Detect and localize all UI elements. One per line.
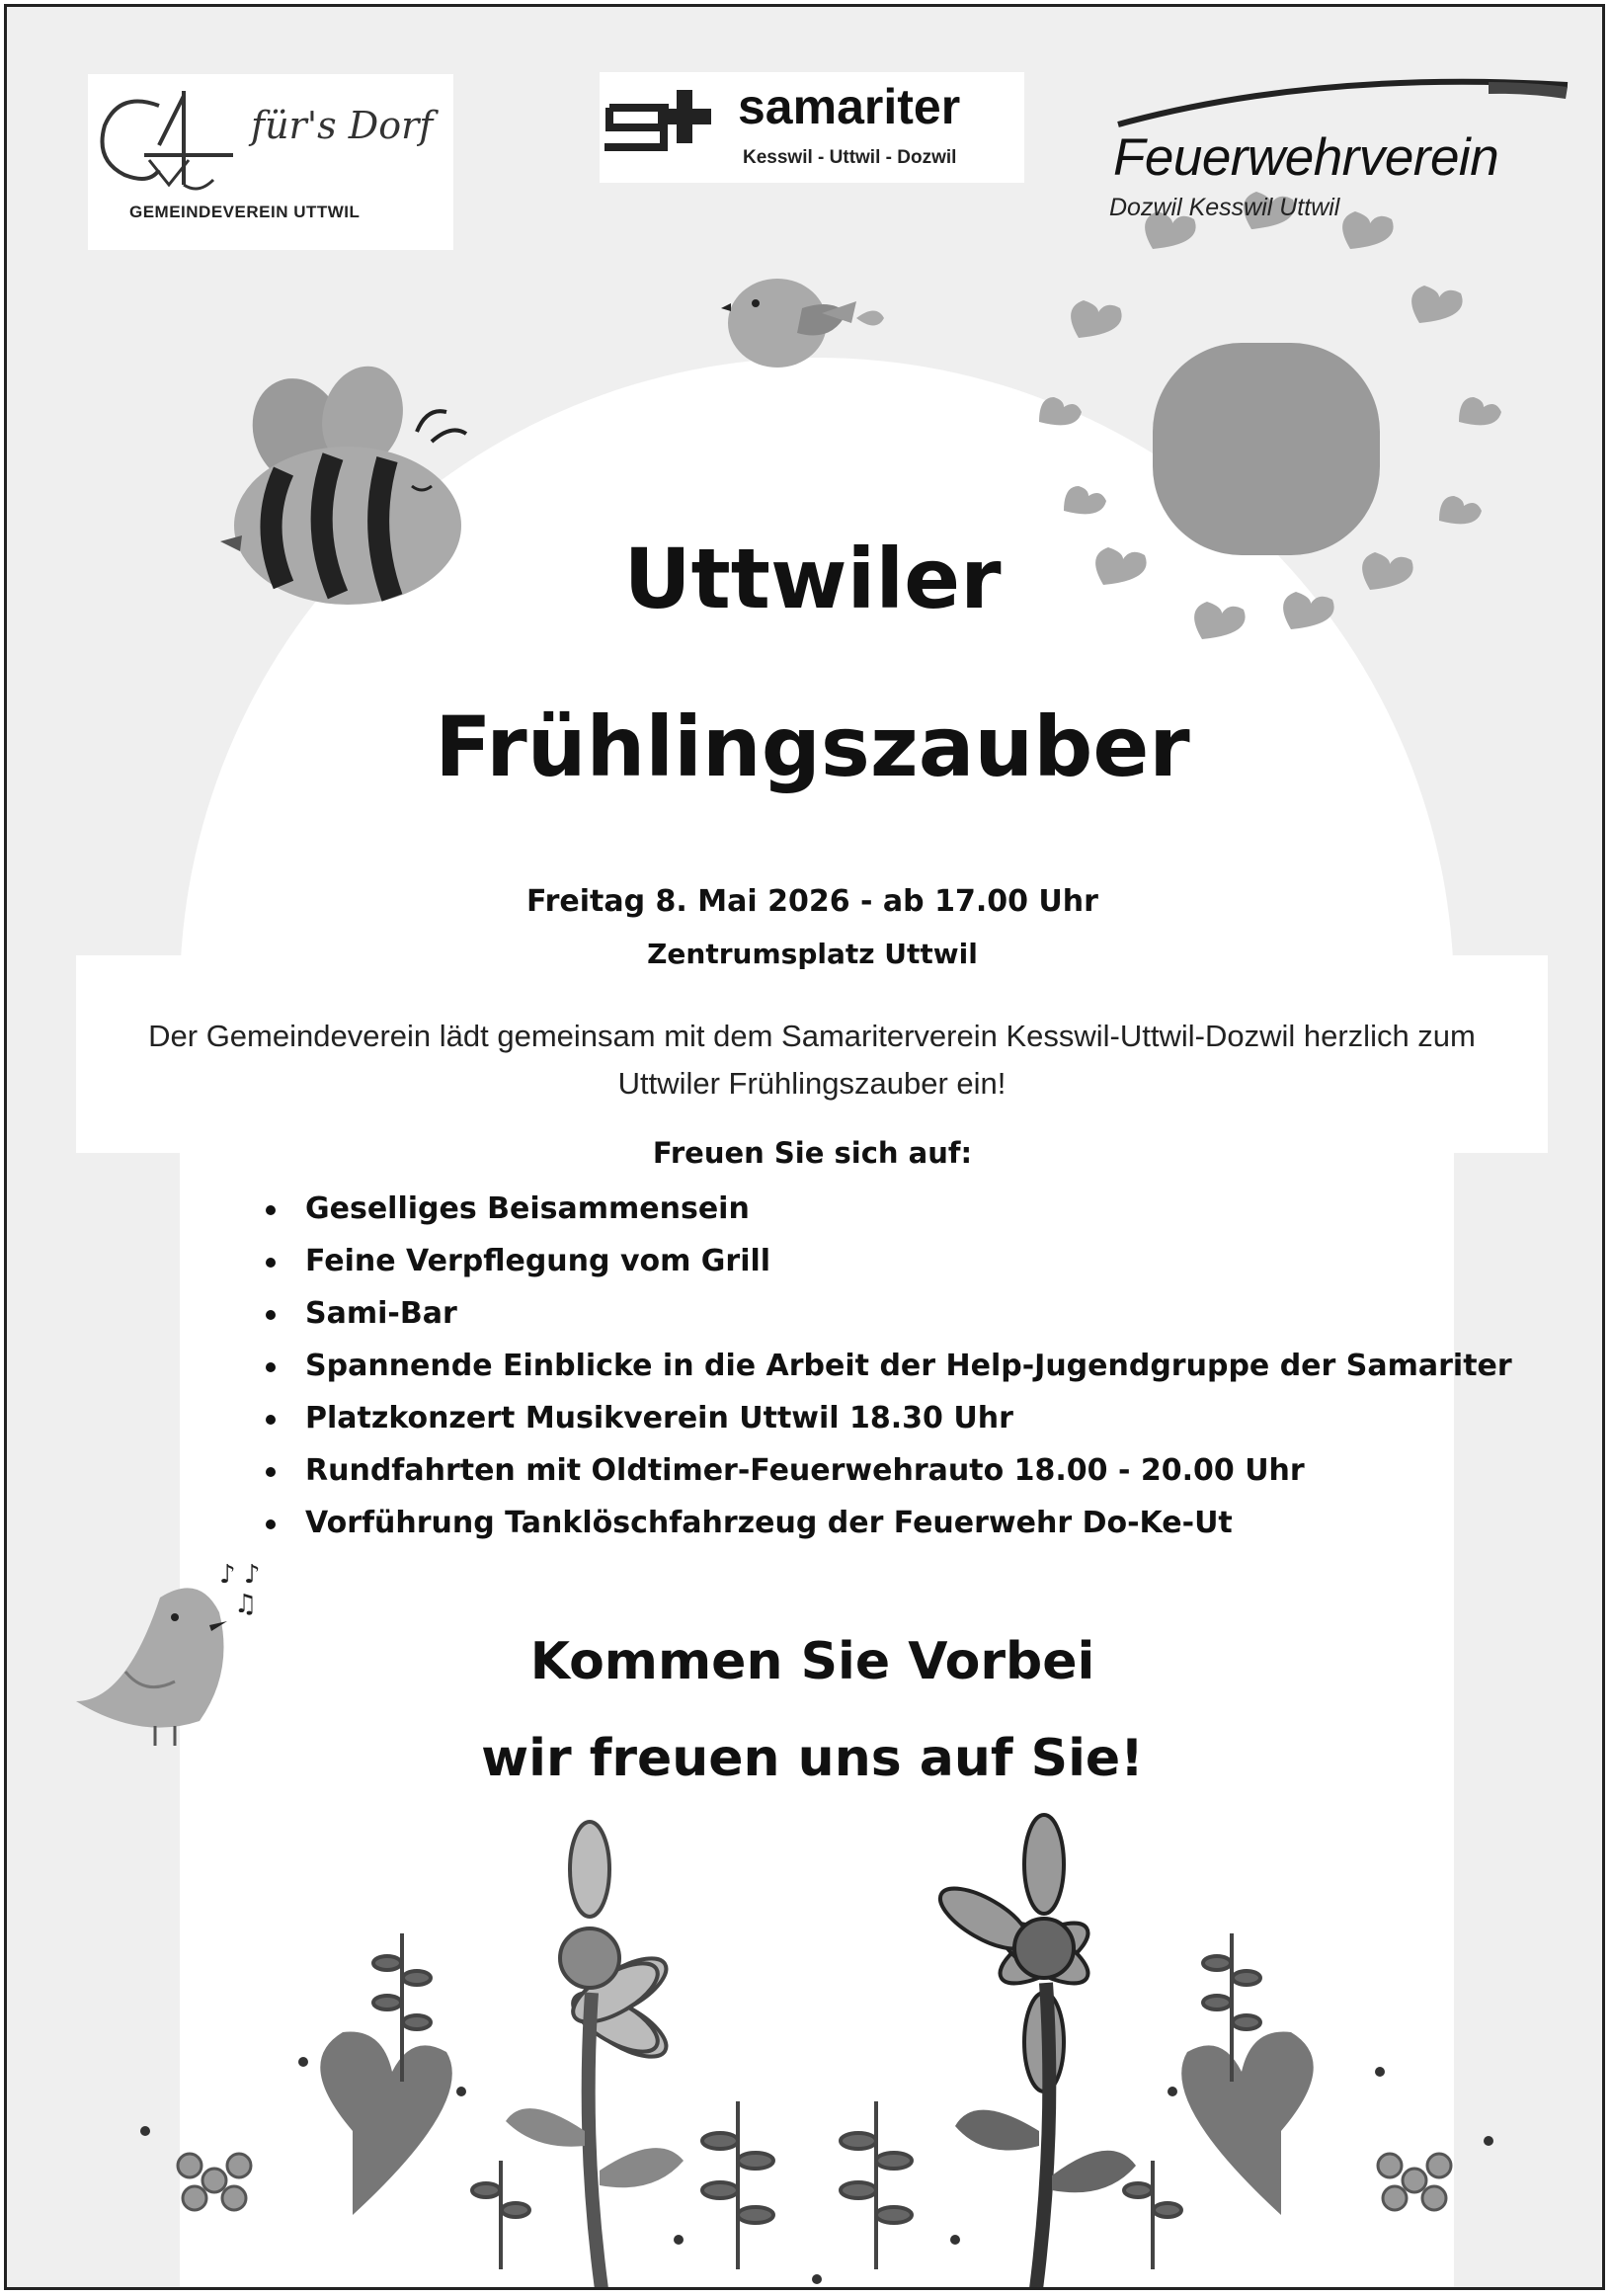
- list-item: [262, 1235, 1512, 1287]
- list-item: [262, 1497, 1512, 1549]
- feuerwehrverein-places: Dozwil Kesswil Uttwil: [1109, 194, 1340, 221]
- list-item-text: Rundfahrten mit Oldtimer-Feuerwehrauto 18.00 - 20.00 Uhr: [305, 1453, 1305, 1488]
- samariter-cross-icon: [600, 88, 738, 167]
- list-item-text: Spannende Einblicke in die Arbeit der Help-Jugendgruppe der Samariter: [305, 1349, 1512, 1383]
- bullet-icon: [266, 1258, 276, 1268]
- list-item: [262, 1444, 1512, 1497]
- samariter-places: Kesswil - Uttwil - Dozwil: [743, 147, 957, 168]
- gemeindeverein-slogan: für's Dorf: [251, 104, 434, 147]
- flyer-frame: [4, 4, 1605, 2290]
- gemeindeverein-logo: [88, 74, 453, 250]
- bullet-icon: [266, 1467, 276, 1477]
- gemeindeverein-name: GEMEINDEVEREIN UTTWIL: [129, 203, 361, 221]
- bullet-icon: [266, 1205, 276, 1215]
- bullet-icon: [266, 1415, 276, 1425]
- event-date: Freitag 8. Mai 2026 - ab 17.00 Uhr: [526, 884, 1098, 919]
- title-line-1: Uttwiler: [623, 531, 1002, 627]
- list-item: [262, 1287, 1512, 1340]
- list-item-text: Feine Verpflegung vom Grill: [305, 1244, 771, 1278]
- feuerwehrverein-name: Feuerwehrverein: [1113, 128, 1499, 187]
- bird-icon: [721, 279, 884, 368]
- g4-logo-icon: [90, 86, 238, 195]
- cta-line-1: Kommen Sie Vorbei: [529, 1632, 1095, 1691]
- event-place: Zentrumsplatz Uttwil: [647, 938, 978, 970]
- list-item: [262, 1340, 1512, 1392]
- samariter-name: samariter: [738, 79, 961, 134]
- bullet-icon: [266, 1362, 276, 1372]
- highlights-list: [262, 1183, 1512, 1549]
- intro-text: Der Gemeindeverein lädt gemeinsam mit dem Samariterverein Kesswil-Uttwil-Dozwil herzlich zum Uttwiler Frühlingszauber ein!: [148, 1019, 1476, 1101]
- highlights-heading: Freuen Sie sich auf:: [652, 1136, 973, 1170]
- list-item-text: Vorführung Tanklöschfahrzeug der Feuerwehr Do-Ke-Ut: [305, 1506, 1233, 1540]
- feuerwehrverein-logo: [1093, 70, 1568, 228]
- list-item: [262, 1183, 1512, 1235]
- cta-line-2: wir freuen uns auf Sie!: [481, 1729, 1144, 1788]
- list-item-text: Geselliges Beisammensein: [305, 1191, 750, 1226]
- svg-text:♫: ♫: [234, 1590, 258, 1619]
- svg-text:♪ ♪: ♪ ♪: [219, 1560, 261, 1590]
- bullet-icon: [266, 1519, 276, 1529]
- flowers-decoration: [140, 1815, 1493, 2289]
- title-line-2: Frühlingszauber: [435, 698, 1190, 795]
- bullet-icon: [266, 1310, 276, 1320]
- list-item: [262, 1392, 1512, 1444]
- feuerwehr-swoosh-icon: [1113, 70, 1577, 129]
- list-item-text: Platzkonzert Musikverein Uttwil 18.30 Uhr: [305, 1401, 1013, 1435]
- list-item-text: Sami-Bar: [305, 1296, 457, 1331]
- samariter-logo: [600, 72, 1024, 183]
